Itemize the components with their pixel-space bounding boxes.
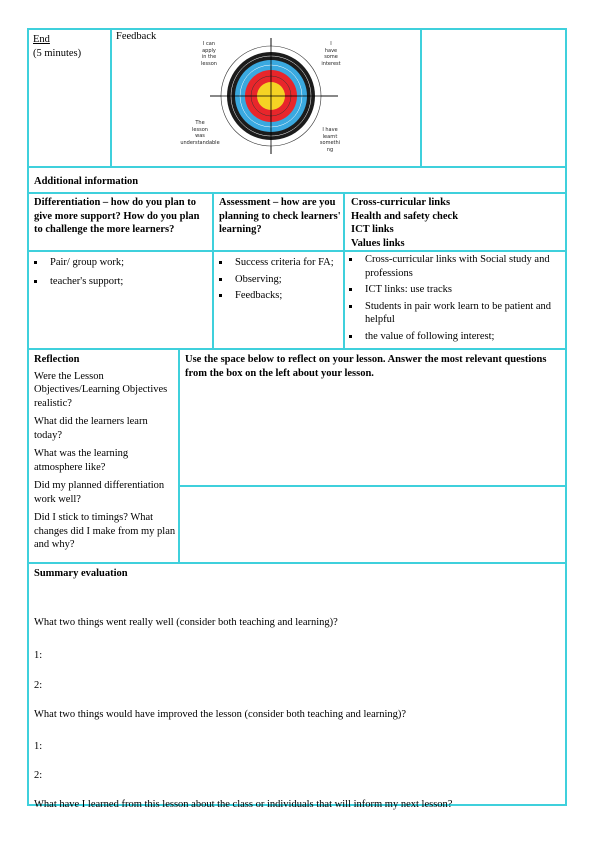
feedback-label: Feedback [116, 31, 157, 42]
target-label-line: in the [201, 54, 217, 60]
reflection-questions [34, 353, 176, 561]
cross-heading-line: Health and safety check [351, 210, 459, 222]
target-label-line: I can [202, 41, 216, 47]
cross-heading-line: Values links [351, 237, 405, 249]
target-label-line: lesson [201, 60, 217, 67]
target-label-line: I [330, 41, 332, 47]
summary-question-1: What two things went really well (consider both teaching and learning)? [34, 617, 338, 628]
reflection-answer-area[interactable] [181, 396, 565, 482]
target-label-line: apply [202, 47, 216, 54]
list-item [213, 273, 341, 287]
summary-answer-2: 2: [34, 680, 43, 691]
reflection-question: Did my planned differentiation work well? [34, 480, 165, 505]
summary-question-3: What have I learned from this lesson about the class or individuals that will inform my next lesson? [34, 799, 453, 810]
additional-info-heading: Additional information [34, 176, 139, 187]
target-label-line: understandable [180, 139, 220, 146]
target-label-line: The [195, 120, 205, 126]
row-divider [27, 348, 567, 350]
target-label-top-left [192, 41, 226, 67]
list-item-text: Cross-curricular links with Social study and professions [365, 254, 550, 279]
list-item-text: teacher's support; [50, 275, 124, 287]
reflection-question: Did I stick to timings? What changes did I make from my plan and why? [34, 512, 176, 550]
reflection-question: What did the learners learn today? [34, 416, 148, 441]
row-divider [27, 192, 567, 194]
summary-answer-4: 2: [34, 770, 43, 781]
list-item [343, 253, 565, 280]
summary-evaluation [34, 567, 564, 810]
row-divider [178, 485, 567, 487]
col-divider [110, 28, 112, 167]
list-item-text: Observing; [235, 273, 282, 285]
target-label-line: some [324, 54, 338, 60]
list-item-text: ICT links: use tracks [365, 284, 453, 295]
reflection-answer-area-2[interactable] [181, 489, 565, 559]
row-divider [27, 250, 567, 252]
cross-curricular-items [343, 253, 565, 346]
summary-question-2: What two things would have improved the lesson (consider both teaching and learning)? [34, 709, 407, 720]
assessment-items [213, 256, 341, 346]
target-label-line: learnt [322, 133, 338, 140]
cross-heading-line: Cross-curricular links [351, 197, 451, 208]
row-divider [27, 166, 567, 168]
list-item [213, 289, 341, 303]
list-item [343, 300, 565, 327]
summary-answer-3: 1: [34, 741, 43, 752]
differentiation-heading: Differentiation – how do you plan to give more support? How do you plan to challenge the more learners? [34, 197, 200, 235]
row-divider [27, 562, 567, 564]
reflection-heading: Reflection [34, 354, 80, 365]
list-item-text: Feedbacks; [235, 290, 283, 301]
list-item [213, 256, 341, 270]
target-label-bottom-right [314, 127, 346, 153]
list-item-text: Success criteria for FA; [235, 257, 334, 268]
end-duration: (5 minutes) [33, 47, 82, 59]
reflection-instruction: Use the space below to reflect on your lesson. Answer the most relevant questions from the box on the left about your lesson. [185, 354, 547, 379]
end-label: End [33, 34, 50, 45]
list-item-text: the value of following interest; [365, 330, 495, 342]
summary-heading: Summary evaluation [34, 568, 128, 579]
cross-heading-line: ICT links [351, 224, 394, 235]
list-item [343, 330, 565, 344]
target-label-line: ng [326, 146, 334, 153]
list-item [343, 283, 565, 297]
list-item-text: Students in pair work learn to be patient and helpful [365, 300, 552, 325]
target-label-line: interest [321, 60, 341, 67]
reflection-question: Were the Lesson Objectives/Learning Objectives realistic? [34, 370, 168, 409]
target-label-top-right [316, 41, 346, 67]
col-divider [178, 348, 180, 563]
summary-answer-1: 1: [34, 650, 43, 661]
list-item [28, 275, 210, 289]
assessment-heading: Assessment – how are you planning to check learners' learning? [219, 197, 341, 235]
cross-curricular-heading [351, 196, 563, 248]
target-label-line: lesson [192, 126, 208, 133]
differentiation-items [28, 256, 210, 346]
list-item-text: Pair/ group work; [50, 257, 125, 268]
target-label-bottom-left [172, 120, 228, 146]
end-cell [33, 33, 107, 163]
target-label-line: I have [322, 127, 338, 133]
target-label-line: was [195, 133, 205, 139]
target-label-line: have [324, 47, 338, 54]
col-divider [420, 28, 422, 167]
list-item [28, 256, 210, 270]
target-label-line: somethi [319, 140, 341, 146]
reflection-question: What was the learning atmosphere like? [34, 448, 129, 473]
